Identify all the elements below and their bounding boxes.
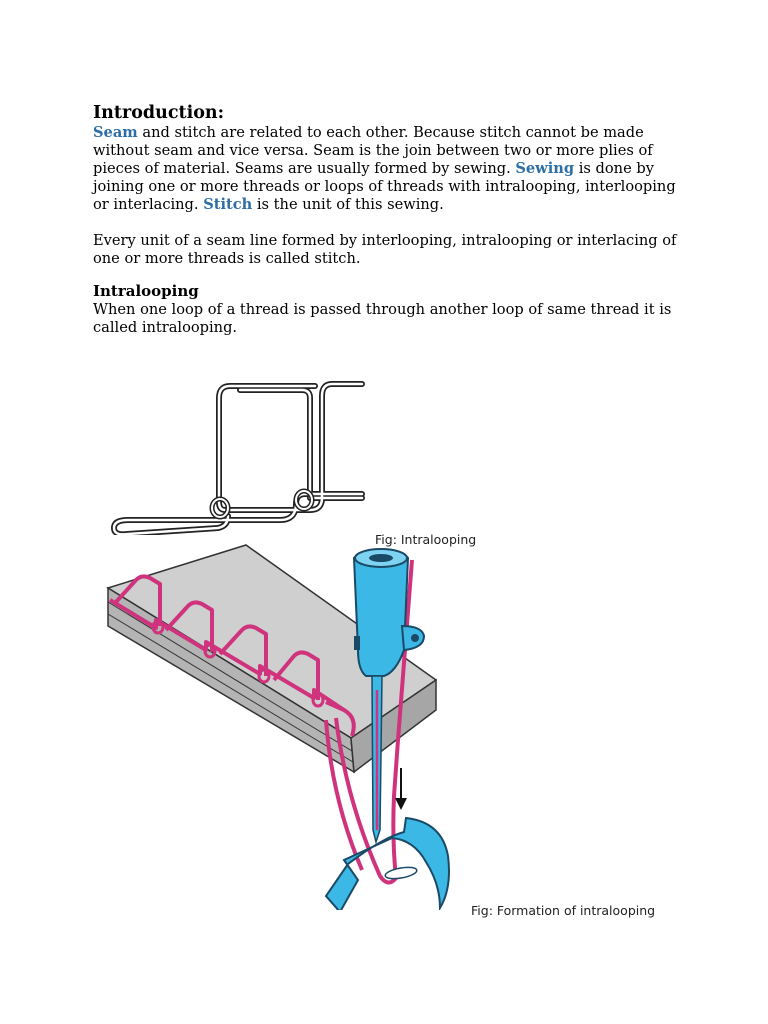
intro-line-4: joining one or more threads or loops of threads with intralooping, interlooping [93, 178, 676, 195]
intro-line-1: Seam and stitch are related to each other. Because stitch cannot be made [93, 124, 644, 141]
keyword-sewing: Sewing [515, 160, 575, 177]
figure-1-caption: Fig: Intralooping [375, 532, 477, 547]
intralooping-line-1: When one loop of a thread is passed through another loop of same thread it is [93, 301, 672, 318]
intro-line-2: without seam and vice versa. Seam is the join between two or more plies of [93, 142, 653, 159]
intralooping-line-2: called intralooping. [93, 319, 238, 336]
looper-hook [326, 818, 449, 910]
intralooping-diagram [100, 370, 370, 535]
intro-line-5: or interlacing. Stitch is the unit of this sewing. [93, 196, 444, 213]
needle-bar [354, 549, 424, 676]
definition-line-2: one or more threads is called stitch. [93, 250, 361, 267]
figure-2-caption: Fig: Formation of intralooping [471, 903, 656, 918]
text-content [93, 102, 693, 337]
intralooping-formation-illustration [96, 540, 456, 910]
intro-heading: Introduction: [93, 103, 225, 123]
spacer [93, 214, 693, 232]
keyword-stitch: Stitch [203, 196, 253, 213]
intralooping-heading: Intralooping [93, 282, 199, 300]
spacer [93, 268, 693, 282]
intro-line-3: pieces of material. Seams are usually formed by sewing. Sewing is done by [93, 160, 654, 177]
definition-line-1: Every unit of a seam line formed by interlooping, intralooping or interlacing of [93, 232, 677, 249]
keyword-seam: Seam [93, 124, 138, 141]
